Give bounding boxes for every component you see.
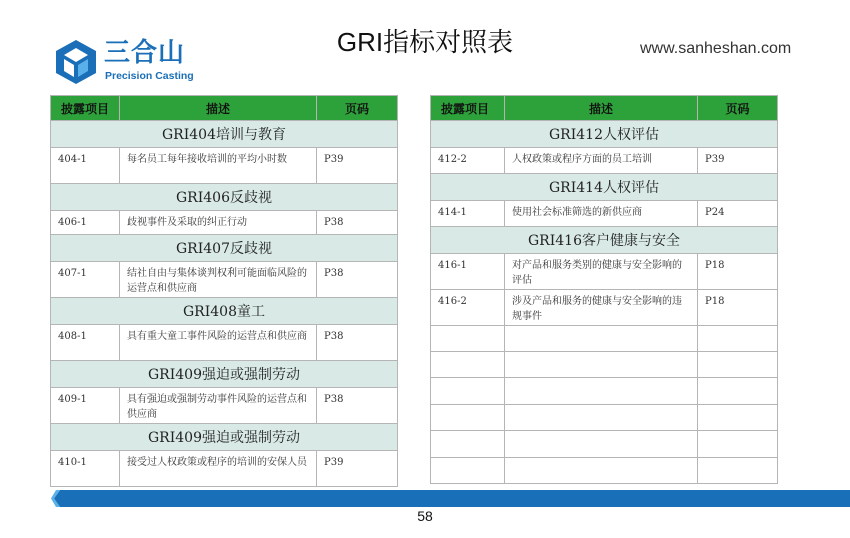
section-title: GRI409强迫或强制劳动 [51, 361, 398, 388]
item-page: P24 [698, 201, 778, 227]
item-page: P18 [698, 290, 778, 326]
section-title: GRI406反歧视 [51, 184, 398, 211]
left-gri-table [50, 95, 398, 487]
item-page: P38 [317, 388, 398, 424]
item-desc: 每名员工每年接收培训的平均小时数 [120, 148, 317, 184]
item-desc: 结社自由与集体谈判权利可能面临风险的运营点和供应商 [120, 262, 317, 298]
section-title: GRI404培训与教育 [51, 121, 398, 148]
item-desc: 具有强迫或强制劳动事件风险的运营点和供应商 [120, 388, 317, 424]
item-code: 412-2 [431, 148, 505, 174]
section-title: GRI412人权评估 [431, 121, 778, 148]
table-row [51, 148, 398, 184]
empty-row [431, 458, 778, 484]
table-row [51, 211, 398, 235]
section-title: GRI416客户健康与安全 [431, 227, 778, 254]
section-title: GRI414人权评估 [431, 174, 778, 201]
item-page: P38 [317, 262, 398, 298]
item-code: 407-1 [51, 262, 120, 298]
item-desc: 涉及产品和服务的健康与安全影响的违规事件 [505, 290, 698, 326]
item-page: P38 [317, 325, 398, 361]
table-row [51, 262, 398, 298]
logo-tagline: Precision Casting [105, 70, 194, 82]
table-row [431, 148, 778, 174]
item-desc: 对产品和服务类别的健康与安全影响的评估 [505, 254, 698, 290]
item-code: 410-1 [51, 451, 120, 487]
section-title: GRI408童工 [51, 298, 398, 325]
section-title: GRI409强迫或强制劳动 [51, 424, 398, 451]
col-header-page: 页码 [698, 96, 778, 121]
item-page: P39 [317, 148, 398, 184]
empty-row [431, 352, 778, 378]
item-desc: 歧视事件及采取的纠正行动 [120, 211, 317, 235]
item-code: 414-1 [431, 201, 505, 227]
item-code: 416-1 [431, 254, 505, 290]
item-code: 409-1 [51, 388, 120, 424]
empty-row [431, 378, 778, 405]
footer-bar-cap-icon [50, 490, 68, 507]
item-desc: 人权政策或程序方面的员工培训 [505, 148, 698, 174]
item-page: P38 [317, 211, 398, 235]
table-header [431, 96, 778, 121]
table-row [431, 201, 778, 227]
col-header-desc: 描述 [505, 96, 698, 121]
item-code: 408-1 [51, 325, 120, 361]
table-row [51, 451, 398, 487]
item-code: 404-1 [51, 148, 120, 184]
item-code: 406-1 [51, 211, 120, 235]
col-header-desc: 描述 [120, 96, 317, 121]
table-row [431, 290, 778, 326]
empty-row [431, 326, 778, 352]
footer-bar [50, 490, 850, 507]
col-header-page: 页码 [317, 96, 398, 121]
website-url: www.sanheshan.com [640, 40, 792, 57]
right-gri-table [430, 95, 778, 484]
item-page: P39 [698, 148, 778, 174]
col-header-item: 披露项目 [51, 96, 120, 121]
item-desc: 使用社会标准筛选的新供应商 [505, 201, 698, 227]
empty-row [431, 431, 778, 458]
logo-name: 三合山 [104, 38, 186, 68]
item-desc: 接受过人权政策或程序的培训的安保人员 [120, 451, 317, 487]
table-header [51, 96, 398, 121]
col-header-item: 披露项目 [431, 96, 505, 121]
item-desc: 具有重大童工事件风险的运营点和供应商 [120, 325, 317, 361]
section-title: GRI407反歧视 [51, 235, 398, 262]
empty-row [431, 405, 778, 431]
item-page: P18 [698, 254, 778, 290]
item-page: P39 [317, 451, 398, 487]
table-row [51, 325, 398, 361]
page-number: 58 [417, 508, 433, 524]
table-row [51, 388, 398, 424]
table-row [431, 254, 778, 290]
item-code: 416-2 [431, 290, 505, 326]
page-title: GRI指标对照表 [336, 27, 514, 57]
